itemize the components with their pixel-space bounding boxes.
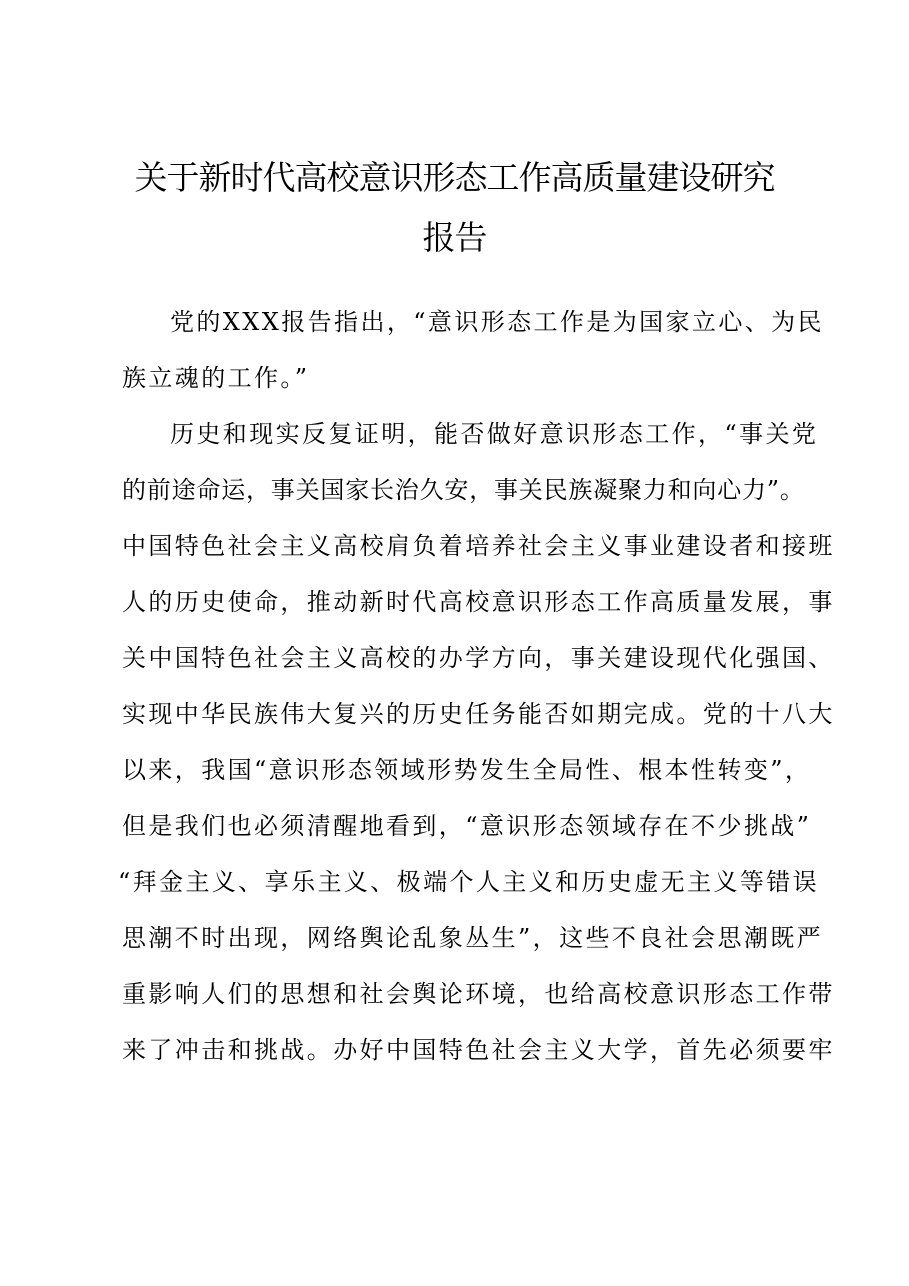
document-title-line-1: 关于新时代高校意识形态工作高质量建设研究 xyxy=(134,158,775,197)
paragraph-2-line-10: 思潮不时出现，网络舆论乱象丛生”，这些不良社会思潮既严 xyxy=(122,924,824,952)
paragraph-2-line-11: 重影响人们的思想和社会舆论环境，也给高校意识形态工作带 xyxy=(122,980,835,1008)
paragraph-2-line-8: 但是我们也必须清醒地看到，“意识形态领域存在不少挑战” xyxy=(122,812,812,840)
document-title-line-2: 报告 xyxy=(422,218,487,257)
paragraph-2-line-3: 中国特色社会主义高校肩负着培养社会主义事业建设者和接班 xyxy=(122,532,835,560)
paragraph-2-line-1: 历史和现实反复证明，能否做好意识形态工作，“事关党 xyxy=(170,420,819,448)
paragraph-2-line-5: 关中国特色社会主义高校的办学方向，事关建设现代化强国、 xyxy=(122,644,835,672)
paragraph-2-line-12: 来了冲击和挑战。办好中国特色社会主义大学，首先必须要牢 xyxy=(122,1036,835,1064)
paragraph-2-line-4: 人的历史使命，推动新时代高校意识形态工作高质量发展，事 xyxy=(122,588,835,616)
paragraph-1-line-1: 党的XXX报告指出，“意识形态工作是为国家立心、为民 xyxy=(170,308,824,336)
paragraph-2-line-9: “拜金主义、享乐主义、极端个人主义和历史虚无主义等错误 xyxy=(118,868,820,896)
paragraph-1-line-2: 族立魂的工作。” xyxy=(122,364,310,392)
paragraph-2-line-2: 的前途命运，事关国家长治久安，事关民族凝聚力和向心力”。 xyxy=(122,476,805,504)
paragraph-2-line-7: 以来，我国“意识形态领域形势发生全局性、根本性转变”， xyxy=(122,756,812,784)
paragraph-2-line-6: 实现中华民族伟大复兴的历史任务能否如期完成。党的十八大 xyxy=(122,700,835,728)
